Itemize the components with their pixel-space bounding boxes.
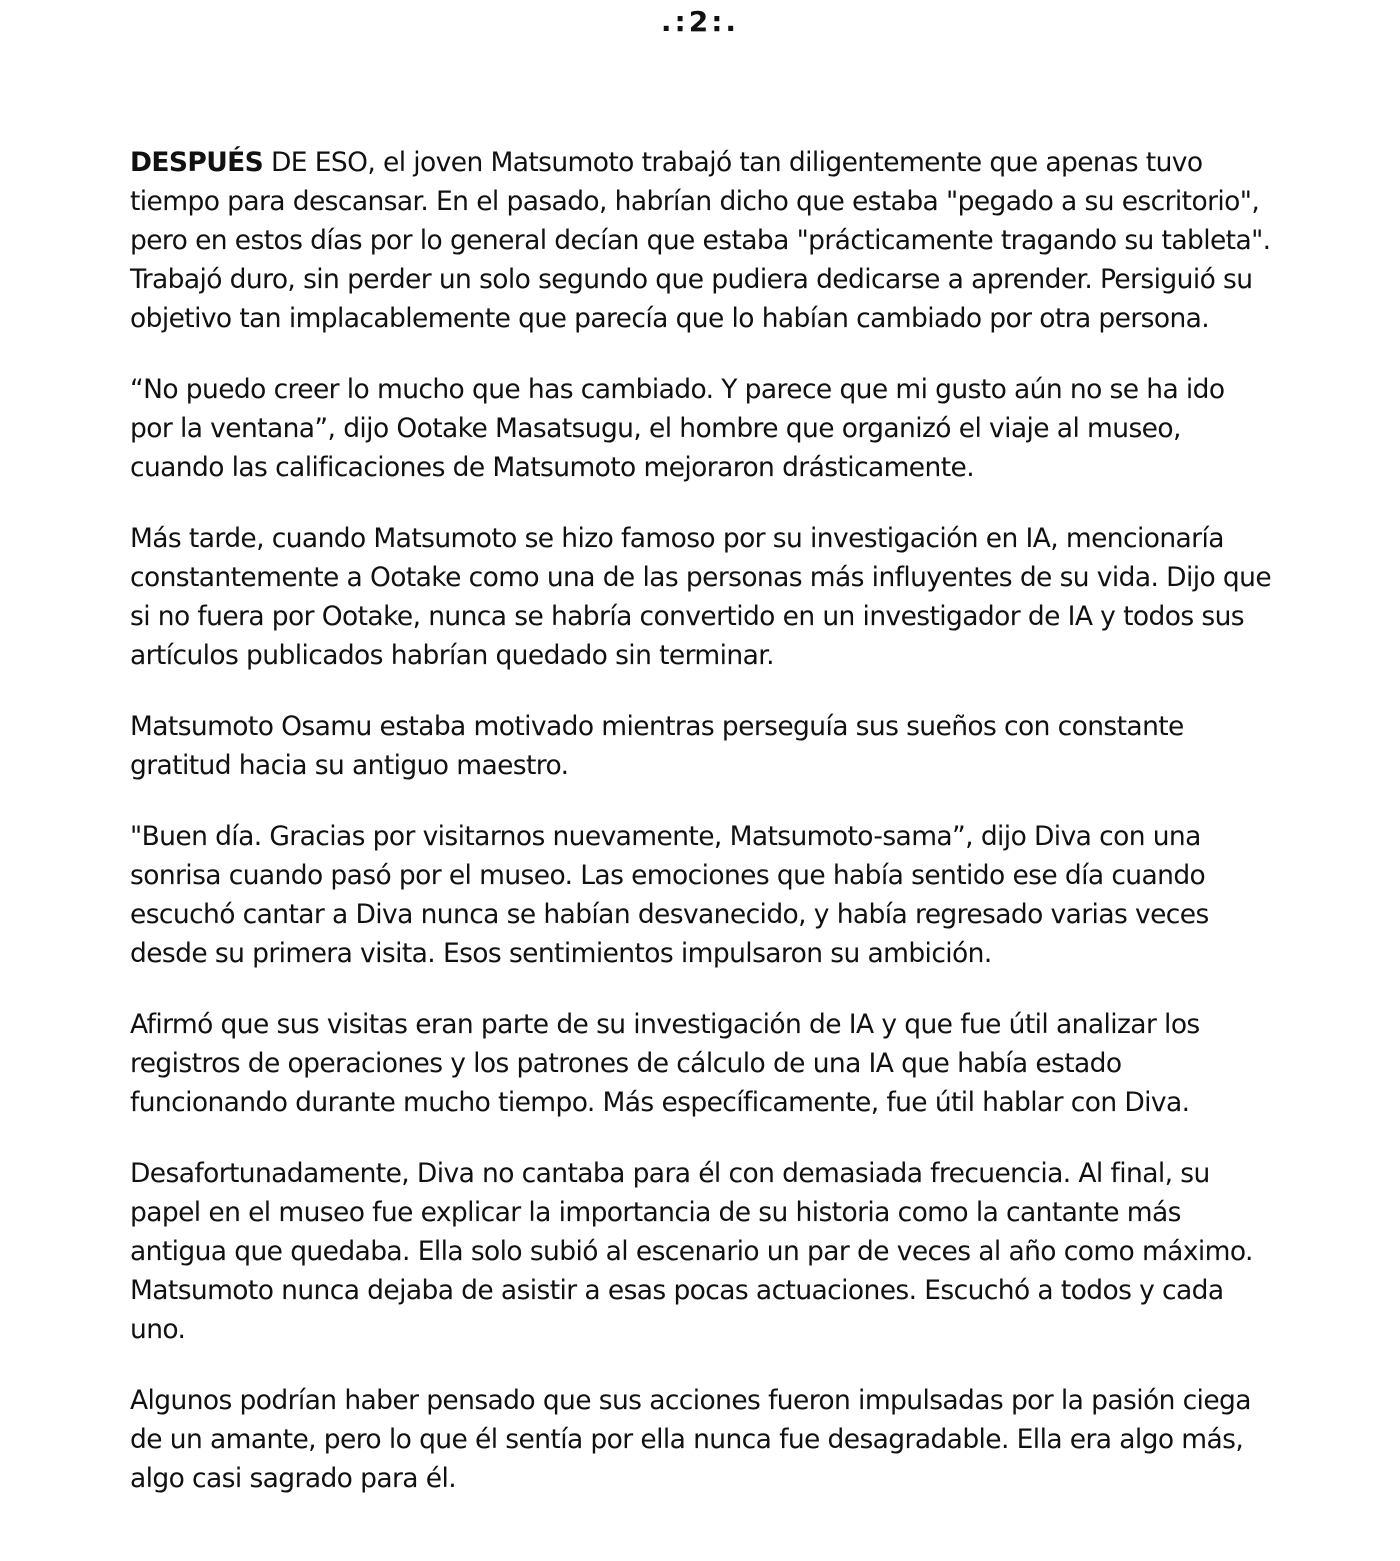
page-number: .:2:. [660, 5, 740, 38]
paragraph-7: Desafortunadamente, Diva no cantaba para él con demasiada frecuencia. Al final, su papel en el museo fue explicar la importancia de su historia como la cantante más antigua que quedaba. Ella solo subió al escenario un par de veces al año como máximo. Matsumoto nunca dejaba de asistir a esas pocas actuaciones. Escuchó a todos y cada uno. [130, 1158, 1253, 1345]
paragraph-3: Más tarde, cuando Matsumoto se hizo famoso por su investigación en IA, mencionaría constantemente a Ootake como una de las personas más influyentes de su vida. Dijo que si no fuera por Ootake, nunca se habría convertido en un investigador de IA y todos sus artículos publicados habrían quedado sin terminar. [130, 523, 1272, 671]
document-body [130, 143, 1272, 1530]
paragraph-4: Matsumoto Osamu estaba motivado mientras perseguía sus sueños con constante gratitud hacia su antiguo maestro. [130, 711, 1184, 781]
paragraph-8: Algunos podrían haber pensado que sus acciones fueron impulsadas por la pasión ciega de un amante, pero lo que él sentía por ella nunca fue desagradable. Ella era algo más, algo casi sagrado para él. [130, 1385, 1251, 1494]
paragraph-1 [130, 143, 1272, 338]
paragraph-lead-word: DESPUÉS [130, 147, 264, 178]
paragraph-6: Afirmó que sus visitas eran parte de su investigación de IA y que fue útil analizar los registros de operaciones y los patrones de cálculo de una IA que había estado funcionando durante mucho tiempo. Más específicamente, fue útil hablar con Diva. [130, 1009, 1200, 1118]
paragraph-2: “No puedo creer lo mucho que has cambiado. Y parece que mi gusto aún no se ha ido por la ventana”, dijo Ootake Masatsugu, el hombre que organizó el viaje al museo, cuando las calificaciones de Matsumoto mejoraron drásticamente. [130, 374, 1225, 483]
paragraph-5: "Buen día. Gracias por visitarnos nuevamente, Matsumoto-sama”, dijo Diva con una sonrisa cuando pasó por el museo. Las emociones que había sentido ese día cuando escuchó cantar a Diva nunca se habían desvanecido, y había regresado varias veces desde su primera visita. Esos sentimientos impulsaron su ambición. [130, 821, 1209, 969]
paragraph-text: DE ESO, el joven Matsumoto trabajó tan diligentemente que apenas tuvo tiempo para descansar. En el pasado, habrían dicho que estaba "pegado a su escritorio", pero en estos días por lo general decían que estaba "prácticamente tragando su tableta". Trabajó duro, sin perder un solo segundo que pudiera dedicarse a aprender. Persiguió su objetivo tan implacablemente que parecía que lo habían cambiado por otra persona. [130, 147, 1271, 334]
